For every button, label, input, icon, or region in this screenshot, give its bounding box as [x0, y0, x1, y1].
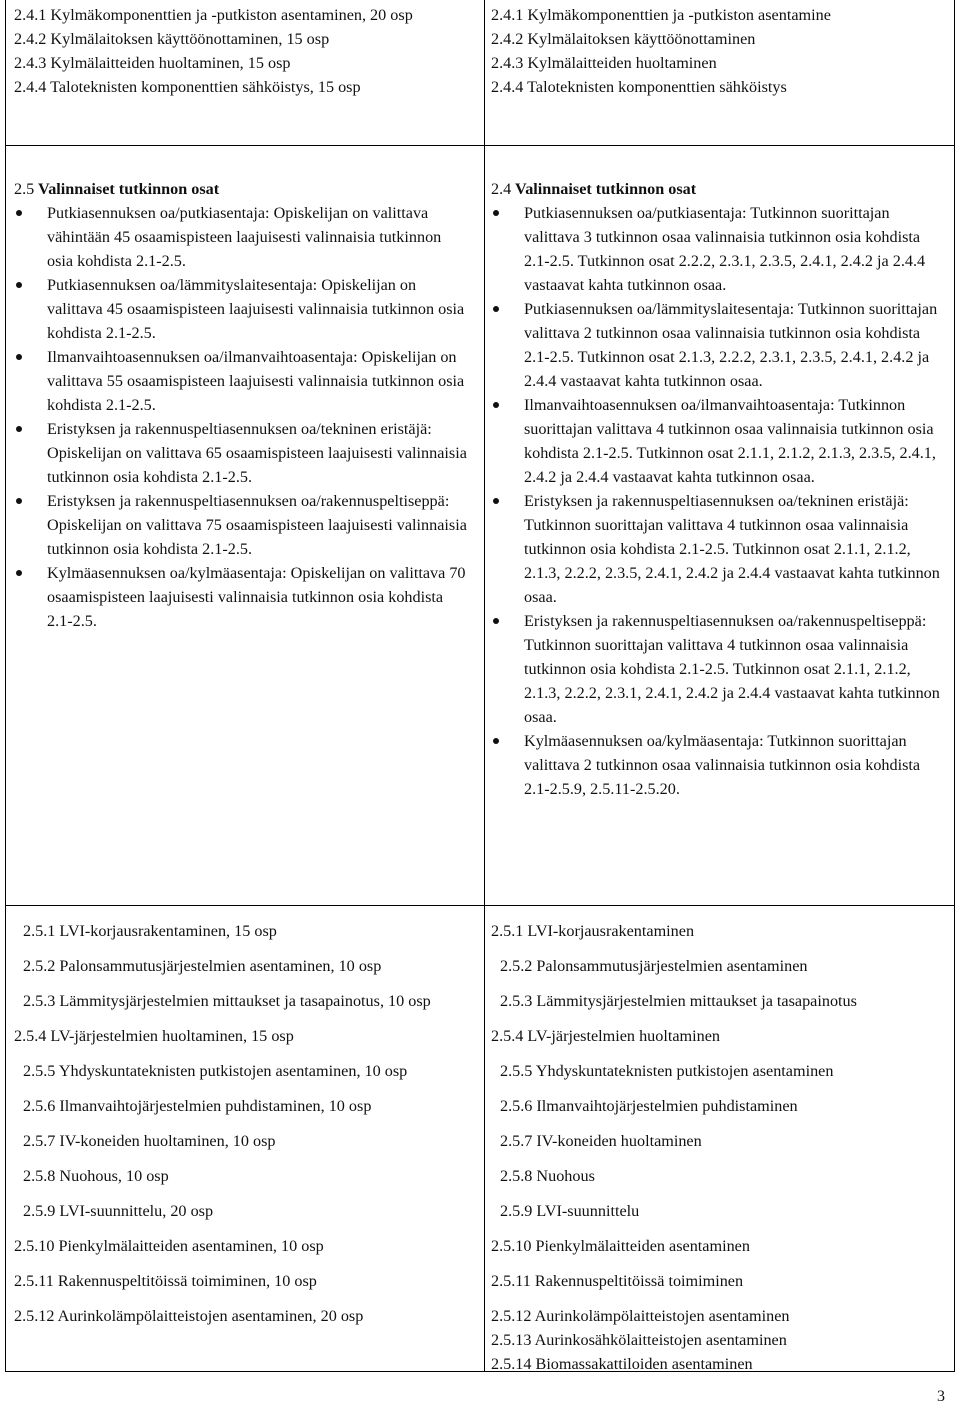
list-item: 2.5.14 Biomassakattiloiden asentaminen — [491, 1355, 753, 1373]
list-item: 2.5.11 Rakennuspeltitöissä toimiminen, 10 osp — [14, 1272, 317, 1290]
list-item: 2.4.3 Kylmälaitteiden huoltaminen — [491, 54, 717, 72]
list-item: 2.5.5 Yhdyskuntateknisten putkistojen asentaminen — [500, 1062, 834, 1080]
section-number: 2.4 — [491, 180, 512, 198]
list-item: 2.4.4 Taloteknisten komponenttien sähköistys — [491, 78, 787, 96]
list-item: Putkiasennuksen oa/lämmityslaitesentaja: Opiskelijan on valittava 45 osaamispisteen laajuisesti valinnaisia tutkinnon osia kohdista 2.1-2.5. — [14, 273, 469, 345]
top-right-cell — [491, 3, 951, 99]
list-item: 2.5.12 Aurinkolämpölaitteistojen asentaminen — [491, 1307, 790, 1325]
list-item: 2.5.8 Nuohous, 10 osp — [23, 1167, 169, 1185]
list-item: 2.5.12 Aurinkolämpölaitteistojen asentaminen, 20 osp — [14, 1307, 364, 1325]
list-item: 2.5.11 Rakennuspeltitöissä toimiminen — [491, 1272, 744, 1290]
list-item: 2.5.5 Yhdyskuntateknisten putkistojen asentaminen, 10 osp — [23, 1062, 408, 1080]
list-item: 2.5.4 LV-järjestelmien huoltaminen, 15 osp — [14, 1027, 294, 1045]
list-item: 2.5.9 LVI-suunnittelu — [500, 1202, 640, 1220]
column-divider — [484, 0, 485, 1371]
list-item: Ilmanvaihtoasennuksen oa/ilmanvaihtoasentaja: Tutkinnon suorittajan valittava 4 tutkinnon osaa valinnaisia tutkinnon osia kohdista 2.1-2.5. Tutkinnon osat 2.1.1, 2.1.2, 2.1.3, 2.3.5, 2.4.1, 2.4.2 ja 2.4.4 vastaavat kahta tutkinnon osaa. — [491, 393, 946, 489]
list-item: Ilmanvaihtoasennuksen oa/ilmanvaihtoasentaja: Opiskelijan on valittava 55 osaamispisteen laajuisesti valinnaisia tutkinnon osia kohdista 2.1-2.5. — [14, 345, 469, 417]
list-item: 2.5.3 Lämmitysjärjestelmien mittaukset ja tasapainotus, 10 osp — [23, 992, 431, 1010]
list-item: Kylmäasennuksen oa/kylmäasentaja: Tutkinnon suorittajan valittava 2 tutkinnon osaa valinnaisia tutkinnon osia kohdista 2.1-2.5.9, 2.5.11-2.5.20. — [491, 729, 946, 801]
list-item: 2.5.2 Palonsammutusjärjestelmien asentaminen, 10 osp — [23, 957, 382, 975]
bottom-right-cell — [491, 919, 951, 1376]
list-item: 2.5.6 Ilmanvaihtojärjestelmien puhdistaminen, 10 osp — [23, 1097, 372, 1115]
list-item: 2.5.2 Palonsammutusjärjestelmien asentaminen — [500, 957, 808, 975]
list-item: 2.4.1 Kylmäkomponenttien ja -putkiston asentaminen, 20 osp — [14, 6, 413, 24]
list-item: 2.5.8 Nuohous — [500, 1167, 595, 1185]
list-item: 2.5.7 IV-koneiden huoltaminen, 10 osp — [23, 1132, 276, 1150]
top-left-cell — [14, 3, 474, 99]
bottom-left-cell — [14, 919, 474, 1339]
list-item: 2.5.4 LV-järjestelmien huoltaminen — [491, 1027, 720, 1045]
row-divider — [5, 145, 955, 146]
list-item: 2.5.1 LVI-korjausrakentaminen — [491, 922, 695, 940]
bullet-list — [491, 201, 946, 801]
list-item: 2.4.4 Taloteknisten komponenttien sähköistys, 15 osp — [14, 78, 361, 96]
list-item: 2.5.13 Aurinkosähkölaitteistojen asentaminen — [491, 1331, 787, 1349]
list-item: Putkiasennuksen oa/putkiasentaja: Tutkinnon suorittajan valittava 3 tutkinnon osaa valinnaisia tutkinnon osia kohdista 2.1-2.5. Tutkinnon osat 2.2.2, 2.3.1, 2.3.5, 2.4.1, 2.4.2 ja 2.4.4 vastaavat kahta tutkinnon osaa. — [491, 201, 946, 297]
section-heading — [14, 177, 469, 201]
list-item: 2.4.2 Kylmälaitoksen käyttöönottaminen — [491, 30, 756, 48]
list-item: Putkiasennuksen oa/lämmityslaitesentaja: Tutkinnon suorittajan valittava 2 tutkinnon osaa valinnaisia tutkinnon osia kohdista 2.1-2.5. Tutkinnon osat 2.1.3, 2.2.2, 2.3.1, 2.3.5, 2.4.1, 2.4.2 ja 2.4.4 vastaavat kahta tutkinnon osaa. — [491, 297, 946, 393]
middle-right-cell — [491, 177, 946, 801]
section-title: Valinnaiset tutkinnon osat — [38, 180, 220, 198]
list-item: 2.5.3 Lämmitysjärjestelmien mittaukset ja tasapainotus — [500, 992, 857, 1010]
page-number: 3 — [937, 1388, 945, 1405]
list-item: Eristyksen ja rakennuspeltiasennuksen oa/tekninen eristäjä: Tutkinnon suorittajan valittava 4 tutkinnon osaa valinnaisia tutkinnon osia kohdista 2.1-2.5. Tutkinnon osat 2.1.1, 2.1.2, 2.1.3, 2.2.2, 2.3.5, 2.4.1, 2.4.2 ja 2.4.4 vastaavat kahta tutkinnon osaa. — [491, 489, 946, 609]
list-item: Putkiasennuksen oa/putkiasentaja: Opiskelijan on valittava vähintään 45 osaamispisteen laajuisesti valinnaisia tutkinnon osia kohdista 2.1-2.5. — [14, 201, 469, 273]
list-item: Eristyksen ja rakennuspeltiasennuksen oa/rakennuspeltiseppä: Tutkinnon suorittajan valittava 4 tutkinnon osaa valinnaisia tutkinnon osia kohdista 2.1-2.5. Tutkinnon osat 2.1.1, 2.1.2, 2.1.3, 2.2.2, 2.3.1, 2.4.1, 2.4.2 ja 2.4.4 vastaavat kahta tutkinnon osaa. — [491, 609, 946, 729]
list-item: 2.4.1 Kylmäkomponenttien ja -putkiston asentamine — [491, 6, 831, 24]
list-item: Kylmäasennuksen oa/kylmäasentaja: Opiskelijan on valittava 70 osaamispisteen laajuisesti valinnaisia tutkinnon osia kohdista 2.1-2.5. — [14, 561, 469, 633]
list-item: Eristyksen ja rakennuspeltiasennuksen oa/tekninen eristäjä: Opiskelijan on valittava 65 osaamispisteen laajuisesti valinnaisia tutkinnon osia kohdista 2.1-2.5. — [14, 417, 469, 489]
list-item: Eristyksen ja rakennuspeltiasennuksen oa/rakennuspeltiseppä: Opiskelijan on valittava 75 osaamispisteen laajuisesti valinnaisia tutkinnon osia kohdista 2.1-2.5. — [14, 489, 469, 561]
section-number: 2.5 — [14, 180, 35, 198]
list-item: 2.4.2 Kylmälaitoksen käyttöönottaminen, 15 osp — [14, 30, 330, 48]
middle-left-cell — [14, 177, 469, 633]
list-item: 2.5.10 Pienkylmälaitteiden asentaminen, 10 osp — [14, 1237, 324, 1255]
list-item: 2.5.10 Pienkylmälaitteiden asentaminen — [491, 1237, 750, 1255]
list-item: 2.5.1 LVI-korjausrakentaminen, 15 osp — [23, 922, 277, 940]
section-title: Valinnaiset tutkinnon osat — [515, 180, 697, 198]
list-item: 2.5.9 LVI-suunnittelu, 20 osp — [23, 1202, 214, 1220]
list-item: 2.5.6 Ilmanvaihtojärjestelmien puhdistaminen — [500, 1097, 798, 1115]
list-item: 2.4.3 Kylmälaitteiden huoltaminen, 15 osp — [14, 54, 291, 72]
bullet-list — [14, 201, 469, 633]
row-divider — [5, 905, 955, 906]
section-heading — [491, 177, 946, 201]
list-item: 2.5.7 IV-koneiden huoltaminen — [500, 1132, 702, 1150]
